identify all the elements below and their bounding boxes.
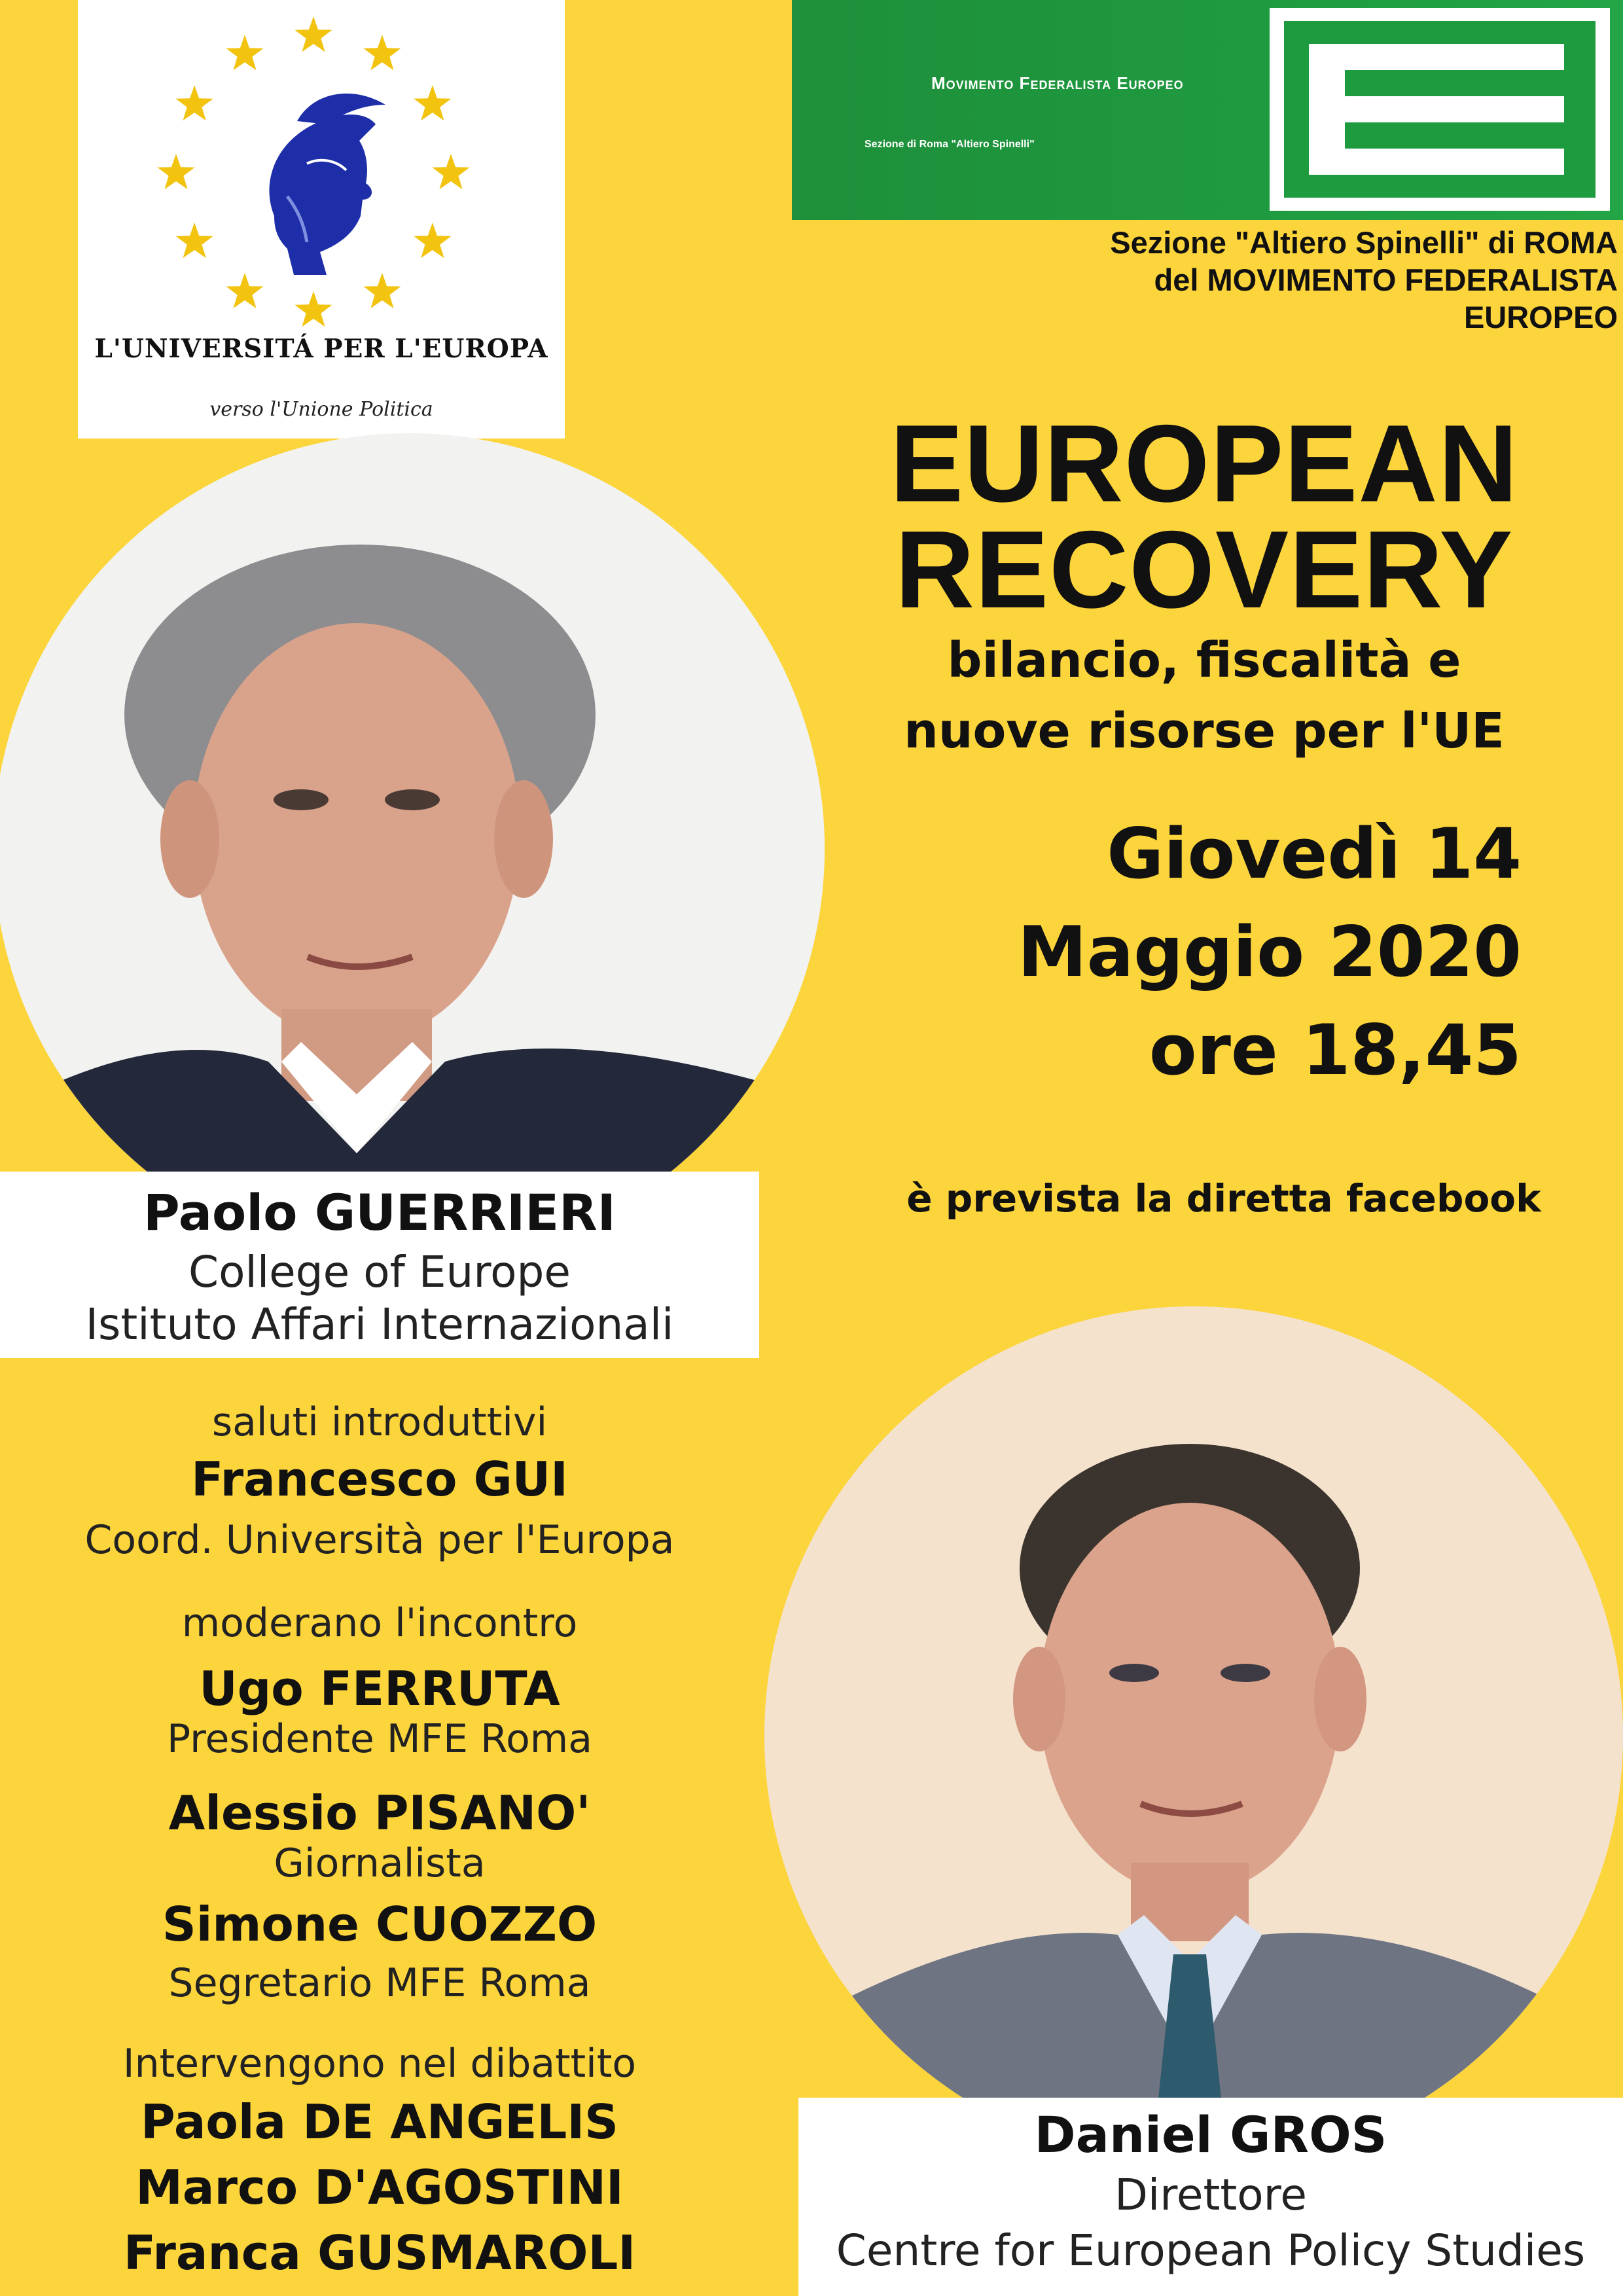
logo-emblem — [78, 0, 565, 340]
universita-per-europa-logo — [78, 0, 565, 439]
speaker-role-gros-2: Centre for European Policy Studies — [836, 2225, 1586, 2276]
intro-role: Coord. Università per l'Europa — [84, 1517, 675, 1563]
moderator-name: Ugo FERRUTA — [199, 1661, 560, 1716]
subtitle-line-2: nuove risorse per l'UE — [904, 703, 1505, 759]
moderator-role: Presidente MFE Roma — [166, 1716, 593, 1762]
star-icon — [226, 35, 264, 70]
title-line-2: RECOVERY — [895, 508, 1514, 631]
star-icon — [176, 223, 213, 258]
portrait-placeholder-icon — [0, 433, 825, 1265]
speaker-role-gros-1: Direttore — [1115, 2170, 1307, 2220]
star-icon — [158, 154, 195, 189]
universita-title: L'UNIVERSITÁ PER L'EUROPA — [94, 334, 548, 364]
universita-subtitle: verso l'Unione Politica — [209, 398, 433, 421]
moderators-label: moderano l'incontro — [181, 1600, 578, 1646]
organizer-section-text — [851, 224, 1618, 336]
speaker-name-guerrieri: Paolo GUERRIERI — [143, 1183, 616, 1242]
star-icon — [433, 154, 470, 189]
star-icon — [295, 16, 332, 52]
date-month-year: Maggio 2020 — [1018, 912, 1522, 992]
speaker-card-gros — [798, 2098, 1623, 2296]
moderator-name: Simone CUOZZO — [162, 1897, 597, 1952]
speaker-role-guerrieri-2: Istituto Affari Internazionali — [85, 1299, 674, 1350]
star-icon — [414, 85, 451, 120]
debater-name: Franca GUSMAROLI — [123, 2225, 636, 2280]
athena-helmet-icon — [270, 94, 386, 275]
intro-label: saluti introduttivi — [211, 1399, 548, 1445]
organizer-line-1: Sezione "Altiero Spinelli" di ROMA — [1110, 225, 1618, 260]
speaker-card-guerrieri — [0, 1172, 759, 1358]
debater-name: Paola DE ANGELIS — [140, 2094, 619, 2149]
date-time: ore 18,45 — [1149, 1010, 1522, 1090]
star-icon — [295, 291, 332, 327]
star-icon — [414, 223, 451, 258]
speaker-role-guerrieri-1: College of Europe — [188, 1247, 571, 1297]
organizer-line-3: EUROPEO — [1463, 300, 1618, 334]
title-line-1: EUROPEAN — [889, 402, 1519, 525]
mfe-name: Movimento Federalista Europeo — [931, 73, 1184, 93]
moderator-name: Alessio PISANO' — [168, 1785, 591, 1840]
mfe-banner — [792, 0, 1623, 220]
speaker-photo-guerrieri — [0, 433, 825, 1265]
star-icon — [176, 85, 213, 120]
star-icon — [226, 273, 264, 308]
debater-name: Marco D'AGOSTINI — [135, 2160, 624, 2215]
date-day: Giovedì 14 — [1107, 814, 1522, 894]
debate-label: Intervengono nel dibattito — [122, 2041, 637, 2087]
live-stream-note: è prevista la diretta facebook — [906, 1176, 1541, 1221]
speaker-name-gros: Daniel GROS — [1034, 2106, 1387, 2164]
mfe-section-label: Sezione di Roma "Altiero Spinelli" — [865, 139, 1035, 150]
mfe-e-logo-icon — [1270, 8, 1610, 211]
star-icon — [364, 273, 401, 308]
moderator-role: Giornalista — [274, 1840, 486, 1886]
intro-name: Francesco GUI — [191, 1452, 568, 1507]
portrait-placeholder-icon — [764, 1306, 1623, 2165]
organizer-line-2: del MOVIMENTO FEDERALISTA — [1154, 262, 1618, 297]
speaker-photo-gros — [764, 1306, 1623, 2165]
star-icon — [364, 35, 401, 70]
subtitle-line-1: bilancio, fiscalità e — [947, 632, 1461, 689]
moderator-role: Segretario MFE Roma — [168, 1960, 591, 2006]
